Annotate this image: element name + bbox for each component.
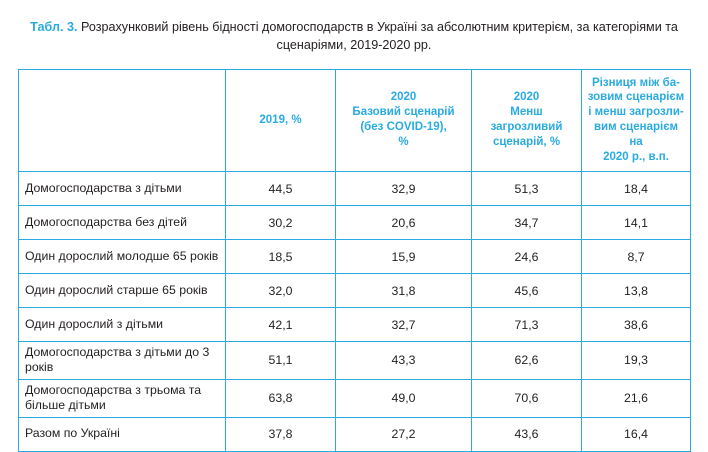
column-header-2020-less-severe [472,69,582,172]
row-category: Один дорослий старше 65 років [19,274,226,308]
cell-2019: 63,8 [226,379,336,417]
header-line: (без COVID-19), [360,121,447,134]
table-header [19,69,691,172]
column-header-difference [582,69,691,172]
cell-difference: 8,7 [582,240,691,274]
table-row [19,206,691,240]
cell-difference: 13,8 [582,274,691,308]
cell-2020-less-severe: 34,7 [472,206,582,240]
header-line: Менш [510,106,543,119]
cell-2020-baseline: 49,0 [336,379,472,417]
caption-text: Розрахунковий рівень бідності домогосподарств в Україні за абсолютним критерієм, за категоріями та сценаріями, 2019-2020 рр. [80,20,678,53]
cell-2020-less-severe: 24,6 [472,240,582,274]
cell-2019: 18,5 [226,240,336,274]
row-category: Один дорослий молодше 65 років [19,240,226,274]
header-line: загрозливий [490,121,563,134]
header-line: 2020 р., в.п. [603,151,669,164]
table-row [19,379,691,417]
header-line: Різниця між ба- [592,76,680,89]
header-line: вим сценарієм на [593,121,679,149]
cell-2019: 51,1 [226,342,336,380]
table-row [19,240,691,274]
table-row [19,342,691,380]
cell-2020-less-severe: 62,6 [472,342,582,380]
table-row [19,172,691,206]
row-category: Разом по Україні [19,417,226,451]
cell-2020-baseline: 43,3 [336,342,472,380]
cell-2019: 37,8 [226,417,336,451]
header-line: 2020 [390,91,417,104]
header-line: 2019, % [259,113,302,126]
cell-2020-baseline: 32,7 [336,308,472,342]
row-category: Домогосподарства з дітьми до 3 років [19,342,226,380]
row-category: Домогосподарства з дітьми [19,172,226,206]
cell-difference: 14,1 [582,206,691,240]
cell-2019: 42,1 [226,308,336,342]
caption-label: Табл. 3. [30,20,78,34]
cell-2020-less-severe: 70,6 [472,379,582,417]
cell-2020-less-severe: 71,3 [472,308,582,342]
table-header-row [19,69,691,172]
table-body [19,172,691,451]
cell-2019: 44,5 [226,172,336,206]
table-caption [18,18,690,55]
header-line: % [398,136,409,149]
cell-difference: 19,3 [582,342,691,380]
header-line: Базовий сценарій [352,106,455,119]
cell-2020-baseline: 20,6 [336,206,472,240]
table-row [19,308,691,342]
cell-2020-baseline: 27,2 [336,417,472,451]
header-line: і менш загрозли- [588,106,684,119]
column-header-category [19,69,226,172]
cell-2020-baseline: 31,8 [336,274,472,308]
cell-difference: 18,4 [582,172,691,206]
cell-difference: 38,6 [582,308,691,342]
header-line: зовим сценарієм [587,91,685,104]
cell-2020-baseline: 32,9 [336,172,472,206]
header-line: сценарій, % [492,136,561,149]
cell-difference: 21,6 [582,379,691,417]
poverty-rate-table [18,69,691,452]
cell-2020-less-severe: 51,3 [472,172,582,206]
cell-2019: 30,2 [226,206,336,240]
header-line: 2020 [513,91,540,104]
cell-difference: 16,4 [582,417,691,451]
cell-2020-less-severe: 45,6 [472,274,582,308]
cell-2020-less-severe: 43,6 [472,417,582,451]
row-category: Один дорослий з дітьми [19,308,226,342]
table-row [19,274,691,308]
row-category: Домогосподарства без дітей [19,206,226,240]
cell-2020-baseline: 15,9 [336,240,472,274]
column-header-2019 [226,69,336,172]
table-row [19,417,691,451]
column-header-2020-baseline [336,69,472,172]
cell-2019: 32,0 [226,274,336,308]
row-category: Домогосподарства з трьома та більше дітьми [19,379,226,417]
